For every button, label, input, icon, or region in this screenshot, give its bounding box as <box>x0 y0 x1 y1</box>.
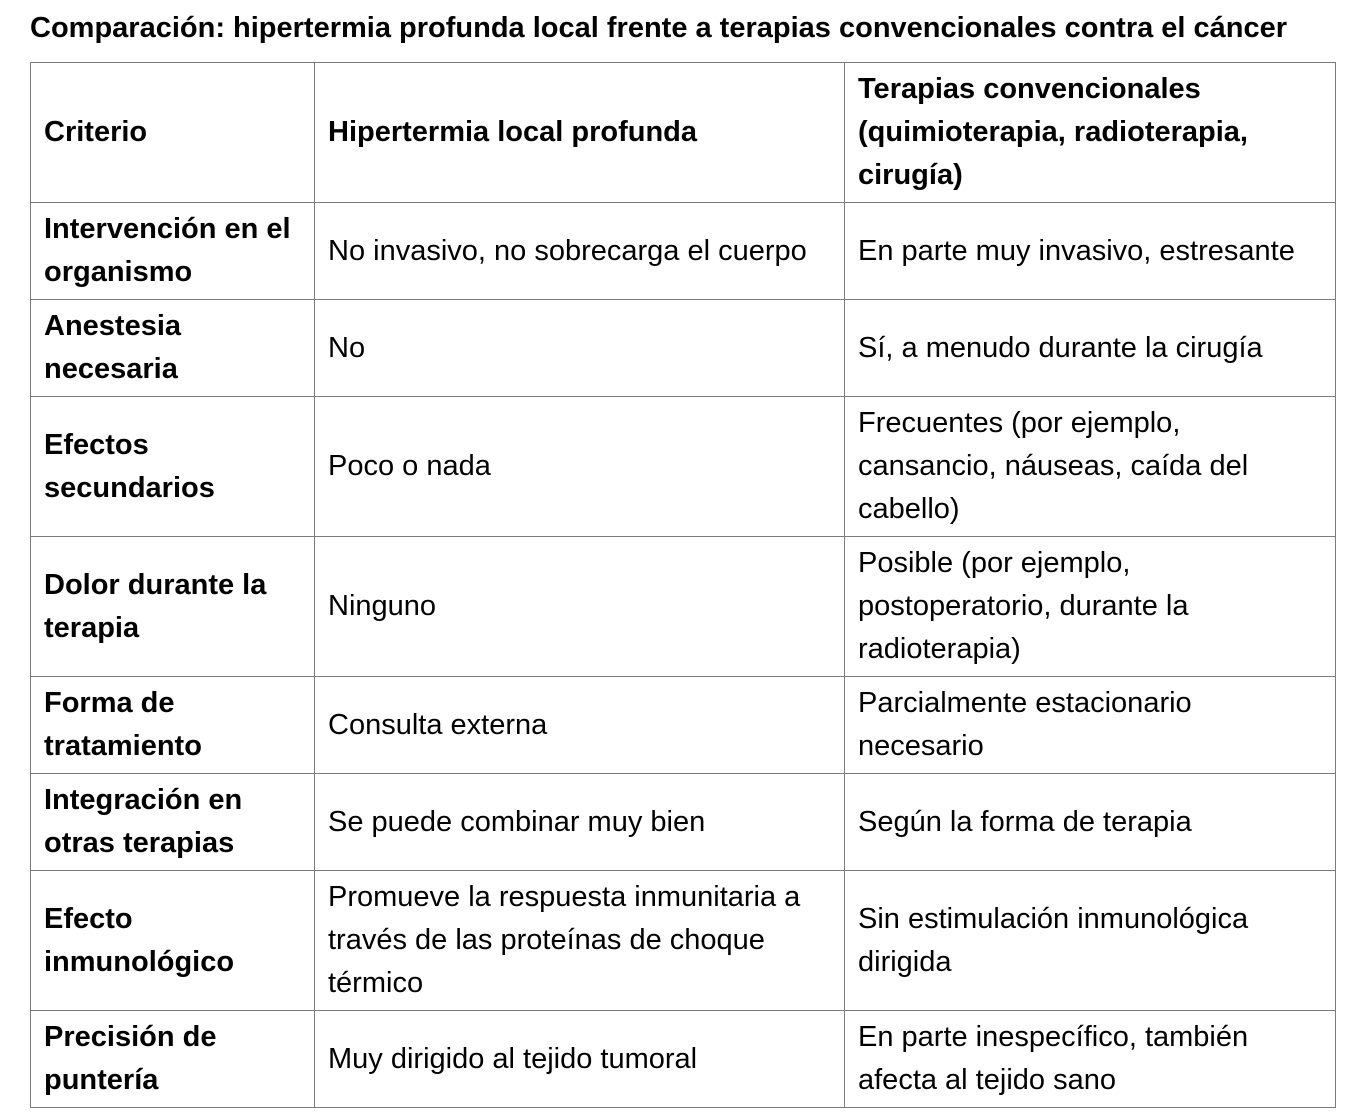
row-header: Integración en otras terapias <box>31 774 315 871</box>
table-row-efectos-secundarios <box>31 397 1336 537</box>
column-header-criterio: Criterio <box>31 63 315 203</box>
row-header: Intervención en el organismo <box>31 203 315 300</box>
row-header: Dolor durante la terapia <box>31 537 315 677</box>
row-header: Anestesia necesaria <box>31 300 315 397</box>
page-title: Comparación: hipertermia profunda local frente a terapias convencionales contra el cáncer <box>30 12 1288 44</box>
cell-hipertermia: Promueve la respuesta inmunitaria a través de las proteínas de choque térmico <box>315 871 845 1011</box>
table-row-forma-de-tratamiento <box>31 677 1336 774</box>
table-row-efecto-inmunologico <box>31 871 1336 1011</box>
table-row-intervencion-en-el-organismo <box>31 203 1336 300</box>
cell-hipertermia: Se puede combinar muy bien <box>315 774 845 871</box>
cell-convencionales: Según la forma de terapia <box>845 774 1336 871</box>
row-header: Efectos secundarios <box>31 397 315 537</box>
cell-convencionales: Posible (por ejemplo, postoperatorio, durante la radioterapia) <box>845 537 1336 677</box>
cell-hipertermia: Ninguno <box>315 537 845 677</box>
column-header-terapias-convencionales: Terapias convencionales (quimioterapia, radioterapia, cirugía) <box>845 63 1336 203</box>
row-header: Precisión de puntería <box>31 1011 315 1108</box>
row-header: Forma de tratamiento <box>31 677 315 774</box>
comparison-table <box>30 62 1336 1108</box>
cell-hipertermia: Muy dirigido al tejido tumoral <box>315 1011 845 1108</box>
row-header: Efecto inmunológico <box>31 871 315 1011</box>
cell-convencionales: Frecuentes (por ejemplo, cansancio, náuseas, caída del cabello) <box>845 397 1336 537</box>
table-row-dolor-durante-la-terapia <box>31 537 1336 677</box>
cell-hipertermia: No <box>315 300 845 397</box>
cell-hipertermia: Poco o nada <box>315 397 845 537</box>
table-row-integracion-en-otras-terapias <box>31 774 1336 871</box>
cell-convencionales: En parte inespecífico, también afecta al tejido sano <box>845 1011 1336 1108</box>
table-row-anestesia-necesaria <box>31 300 1336 397</box>
cell-hipertermia: No invasivo, no sobrecarga el cuerpo <box>315 203 845 300</box>
cell-hipertermia: Consulta externa <box>315 677 845 774</box>
column-header-hipertermia-local-profunda: Hipertermia local profunda <box>315 63 845 203</box>
table-row-precision-de-punteria <box>31 1011 1336 1108</box>
cell-convencionales: Sin estimulación inmunológica dirigida <box>845 871 1336 1011</box>
cell-convencionales: Parcialmente estacionario necesario <box>845 677 1336 774</box>
cell-convencionales: En parte muy invasivo, estresante <box>845 203 1336 300</box>
header-row <box>31 63 1336 203</box>
cell-convencionales: Sí, a menudo durante la cirugía <box>845 300 1336 397</box>
